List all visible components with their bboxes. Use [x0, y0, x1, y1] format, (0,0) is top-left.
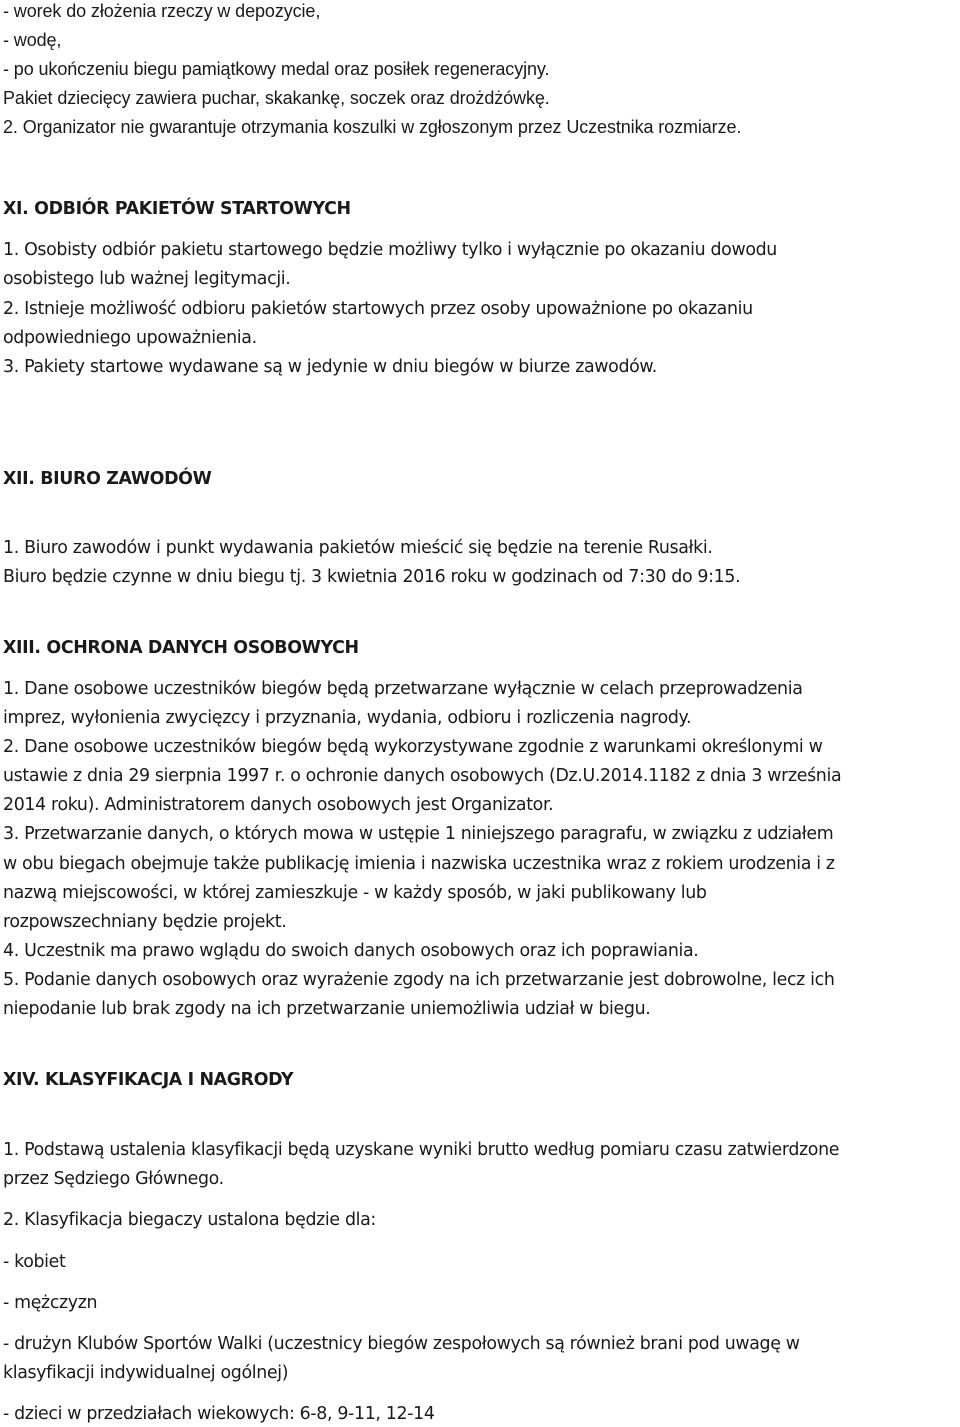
- paragraph-line: 2. Klasyfikacja biegaczy ustalona będzie dla:: [3, 1210, 376, 1230]
- list-item: - drużyn Klubów Sportów Walki (uczestnicy biegów zespołowych są również brani pod uwagę w: [3, 1334, 800, 1354]
- paragraph-line: 2. Dane osobowe uczestników biegów będą wykorzystywane zgodnie z warunkami określonymi w: [3, 737, 823, 757]
- intro-line: - worek do złożenia rzeczy w depozycie,: [3, 1, 321, 21]
- paragraph-line: 5. Podanie danych osobowych oraz wyrażenie zgody na ich przetwarzanie jest dobrowolne, lecz ich: [3, 970, 835, 990]
- section-heading-xi: XI. ODBIÓR PAKIETÓW STARTOWYCH: [3, 199, 351, 219]
- section-heading-xiii: XIII. OCHRONA DANYCH OSOBOWYCH: [3, 638, 359, 658]
- paragraph-line: przez Sędziego Głównego.: [3, 1169, 224, 1189]
- paragraph-line: 1. Biuro zawodów i punkt wydawania pakietów mieścić się będzie na terenie Rusałki.: [3, 538, 713, 558]
- intro-line: Pakiet dziecięcy zawiera puchar, skakankę, soczek oraz drożdżówkę.: [3, 88, 550, 108]
- paragraph-line: ustawie z dnia 29 sierpnia 1997 r. o ochronie danych osobowych (Dz.U.2014.1182 z dnia 3 września: [3, 766, 842, 786]
- paragraph-line: 3. Pakiety startowe wydawane są w jedynie w dniu biegów w biurze zawodów.: [3, 357, 657, 377]
- intro-line: - po ukończeniu biegu pamiątkowy medal oraz posiłek regeneracyjny.: [3, 59, 550, 79]
- paragraph-line: odpowiedniego upoważnienia.: [3, 328, 257, 348]
- section-heading-xiv: XIV. KLASYFIKACJA I NAGRODY: [3, 1070, 294, 1090]
- intro-line: 2. Organizator nie gwarantuje otrzymania koszulki w zgłoszonym przez Uczestnika rozmiarze.: [3, 117, 742, 137]
- paragraph-line: niepodanie lub brak zgody na ich przetwarzanie uniemożliwia udział w biegu.: [3, 999, 651, 1019]
- paragraph-line: 1. Podstawą ustalenia klasyfikacji będą uzyskane wyniki brutto według pomiaru czasu zatwierdzone: [3, 1140, 840, 1160]
- paragraph-line: rozpowszechniany będzie projekt.: [3, 912, 287, 932]
- intro-line: - wodę,: [3, 30, 62, 50]
- paragraph-line: osobistego lub ważnej legitymacji.: [3, 269, 291, 289]
- paragraph-line: 1. Osobisty odbiór pakietu startowego będzie możliwy tylko i wyłącznie po okazaniu dowodu: [3, 240, 777, 260]
- list-item: - dzieci w przedziałach wiekowych: 6-8, 9-11, 12-14: [3, 1404, 435, 1424]
- section-heading-xii: XII. BIURO ZAWODÓW: [3, 469, 212, 489]
- paragraph-line: 3. Przetwarzanie danych, o których mowa w ustępie 1 niniejszego paragrafu, w związku z udziałem: [3, 824, 834, 844]
- paragraph-line: 2014 roku). Administratorem danych osobowych jest Organizator.: [3, 795, 554, 815]
- list-item: - mężczyzn: [3, 1293, 98, 1313]
- paragraph-line: 1. Dane osobowe uczestników biegów będą przetwarzane wyłącznie w celach przeprowadzenia: [3, 679, 803, 699]
- list-item: - kobiet: [3, 1252, 66, 1272]
- paragraph-line: nazwą miejscowości, w której zamieszkuje - w każdy sposób, w jaki publikowany lub: [3, 883, 707, 903]
- paragraph-line: w obu biegach obejmuje także publikację imienia i nazwiska uczestnika wraz z rokiem urodzenia i z: [3, 854, 835, 874]
- paragraph-line: klasyfikacji indywidualnej ogólnej): [3, 1363, 289, 1383]
- paragraph-line: 4. Uczestnik ma prawo wglądu do swoich danych osobowych oraz ich poprawiania.: [3, 941, 699, 961]
- paragraph-line: Biuro będzie czynne w dniu biegu tj. 3 kwietnia 2016 roku w godzinach od 7:30 do 9:15.: [3, 567, 741, 587]
- paragraph-line: 2. Istnieje możliwość odbioru pakietów startowych przez osoby upoważnione po okazaniu: [3, 299, 753, 319]
- paragraph-line: imprez, wyłonienia zwycięzcy i przyznania, wydania, odbioru i rozliczenia nagrody.: [3, 708, 692, 728]
